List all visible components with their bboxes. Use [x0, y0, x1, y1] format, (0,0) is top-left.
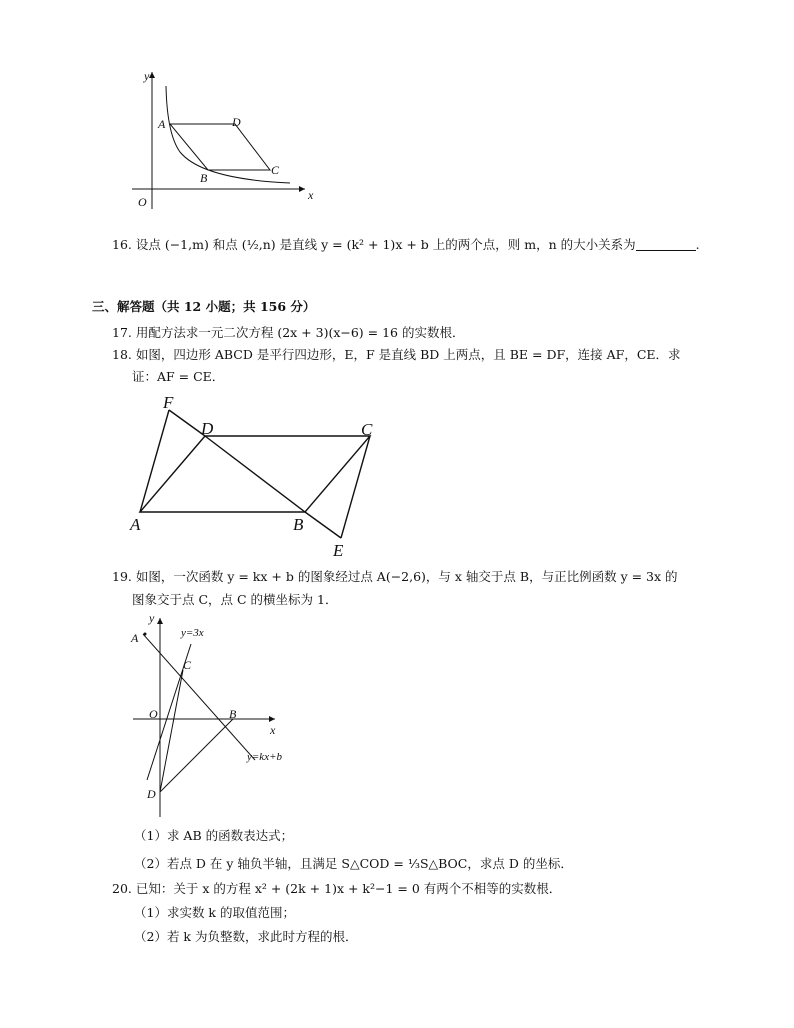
label-e: E: [333, 541, 344, 560]
label-ykxb: y=kx+b: [247, 751, 282, 763]
question-16-text: 16. 设点 (−1,m) 和点 (½,n) 是直线 y = (k² + 1)x + b 上的两个点，则 m，n 的大小关系为: [112, 237, 636, 252]
label-a: A: [131, 631, 139, 645]
label-b: B: [200, 171, 208, 185]
diagonal-bd: [205, 436, 305, 512]
answer-blank: [636, 238, 696, 251]
segment-db: [160, 719, 233, 792]
question-20-line1: 20. 已知：关于 x 的方程 x² + (2k + 1)x + k²−1 = 0 有两个不相等的实数根．: [112, 881, 562, 896]
label-d: D: [201, 419, 214, 438]
label-a: A: [158, 117, 166, 131]
segment-af: [140, 410, 169, 512]
label-y: y: [144, 69, 150, 83]
label-a: A: [130, 515, 141, 534]
segment-df: [169, 410, 205, 436]
label-c: C: [361, 420, 373, 439]
segment-ce: [341, 436, 370, 538]
label-y: y: [149, 611, 155, 625]
question-20-part2: （2）若 k 为负整数，求此时方程的根．: [134, 929, 358, 944]
question-20-part1: （1）求实数 k 的取值范围；: [134, 905, 295, 920]
question-19-part1: （1）求 AB 的函数表达式；: [134, 828, 294, 843]
figure-parallelogram-hyperbola: [120, 64, 330, 214]
question-19-part2: （2）若点 D 在 y 轴负半轴，且满足 S△COD = ⅓S△BOC，求点 D 的坐标．: [134, 856, 573, 871]
figure-q18: [125, 392, 395, 562]
label-c: C: [271, 163, 280, 177]
question-16: [112, 236, 700, 254]
segment-be: [305, 512, 341, 538]
label-b: B: [229, 707, 237, 721]
label-b: B: [293, 515, 304, 534]
label-c: C: [183, 658, 192, 672]
label-f: F: [163, 393, 174, 412]
label-y3x: y=3x: [181, 627, 204, 639]
question-18-line2: 证：AF = CE．: [132, 369, 225, 384]
label-o: O: [149, 707, 158, 721]
label-d: D: [232, 115, 241, 129]
question-17: 17. 用配方法求一元二次方程 (2x + 3)(x−6) = 16 的实数根．: [112, 325, 465, 340]
label-d: D: [147, 787, 156, 801]
question-16-end: .: [695, 237, 700, 252]
question-18-line1: 18. 如图，四边形 ABCD 是平行四边形，E，F 是直线 BD 上两点，且 BE = DF，连接 AF，CE．求: [112, 347, 681, 362]
question-19-line2: 图象交于点 C，点 C 的横坐标为 1．: [132, 592, 338, 607]
question-19-line1: 19. 如图，一次函数 y = kx + b 的图象经过点 A(−2,6)，与 x 轴交于点 B，与正比例函数 y = 3x 的: [112, 569, 678, 584]
point-a: [144, 633, 147, 636]
parallelogram-abcd: [170, 124, 270, 170]
label-x: x: [270, 723, 276, 737]
label-x: x: [308, 188, 314, 202]
figure-q19: [125, 612, 295, 822]
segment-cd: [160, 670, 183, 792]
section-heading: 三、解答题（共 12 小题；共 156 分）: [92, 299, 316, 314]
label-o: O: [138, 195, 147, 209]
